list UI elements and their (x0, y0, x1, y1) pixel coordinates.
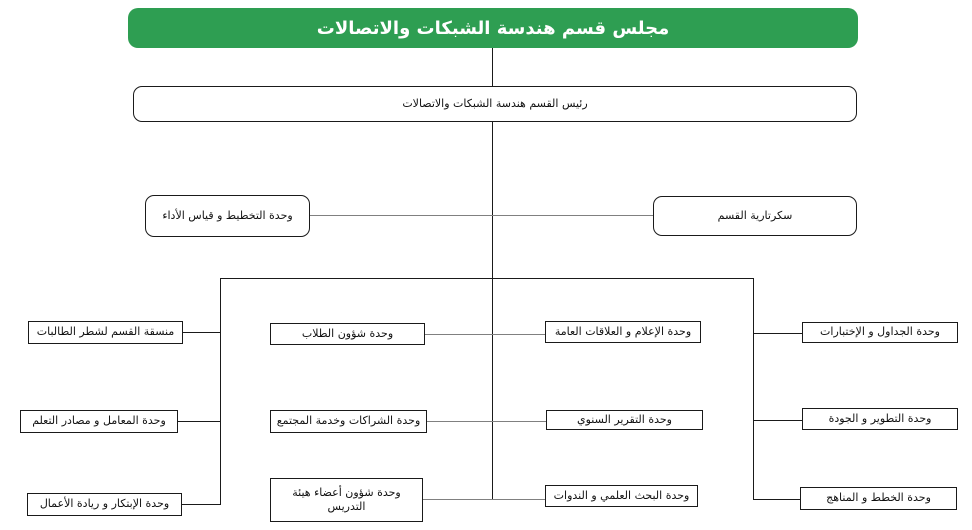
department-head-node: رئيس القسم هندسة الشبكات والاتصالات (133, 86, 857, 122)
department-council-banner: مجلس قسم هندسة الشبكات والاتصالات (128, 8, 858, 48)
unit-labs-learning-resources: وحدة المعامل و مصادر التعلم (20, 410, 178, 433)
unit-student-affairs: وحدة شؤون الطلاب (270, 323, 425, 345)
unit-faculty-members-affairs: وحدة شؤون أعضاء هيئة التدريس (270, 478, 423, 522)
connector-far-left-2 (178, 421, 220, 422)
unit-female-section-coordinator: منسقة القسم لشطر الطالبات (28, 321, 183, 344)
connector-far-right-2 (753, 420, 802, 421)
unit-partnerships-community-service: وحدة الشراكات وخدمة المجتمع (270, 410, 427, 433)
connector-far-right-1 (753, 333, 802, 334)
connector-center-row3 (423, 499, 545, 500)
connector-level2 (310, 215, 653, 216)
connector-far-right-3 (753, 499, 800, 500)
connector-left-trunk (220, 278, 221, 505)
connector-bus (220, 278, 754, 279)
unit-schedules-exams: وحدة الجداول و الإختبارات (802, 322, 958, 343)
connector-right-trunk (753, 278, 754, 500)
connector-center-row2 (427, 421, 546, 422)
unit-plans-curricula: وحدة الخطط و المناهج (800, 487, 957, 510)
connector-far-left-1 (183, 332, 220, 333)
unit-planning-performance: وحدة التخطيط و قياس الأداء (145, 195, 310, 237)
unit-annual-report: وحدة التقرير السنوي (546, 410, 703, 430)
connector-far-left-3 (182, 504, 220, 505)
department-secretariat-node: سكرتارية القسم (653, 196, 857, 236)
unit-media-public-relations: وحدة الإعلام و العلاقات العامة (545, 321, 701, 343)
connector-center-row1 (425, 334, 545, 335)
unit-innovation-entrepreneurship: وحدة الإبتكار و ريادة الأعمال (27, 493, 182, 516)
connector-banner-head (492, 48, 493, 86)
unit-scientific-research-seminars: وحدة البحث العلمي و الندوات (545, 485, 698, 507)
unit-development-quality: وحدة التطوير و الجودة (802, 408, 958, 430)
connector-center-trunk (492, 122, 493, 500)
